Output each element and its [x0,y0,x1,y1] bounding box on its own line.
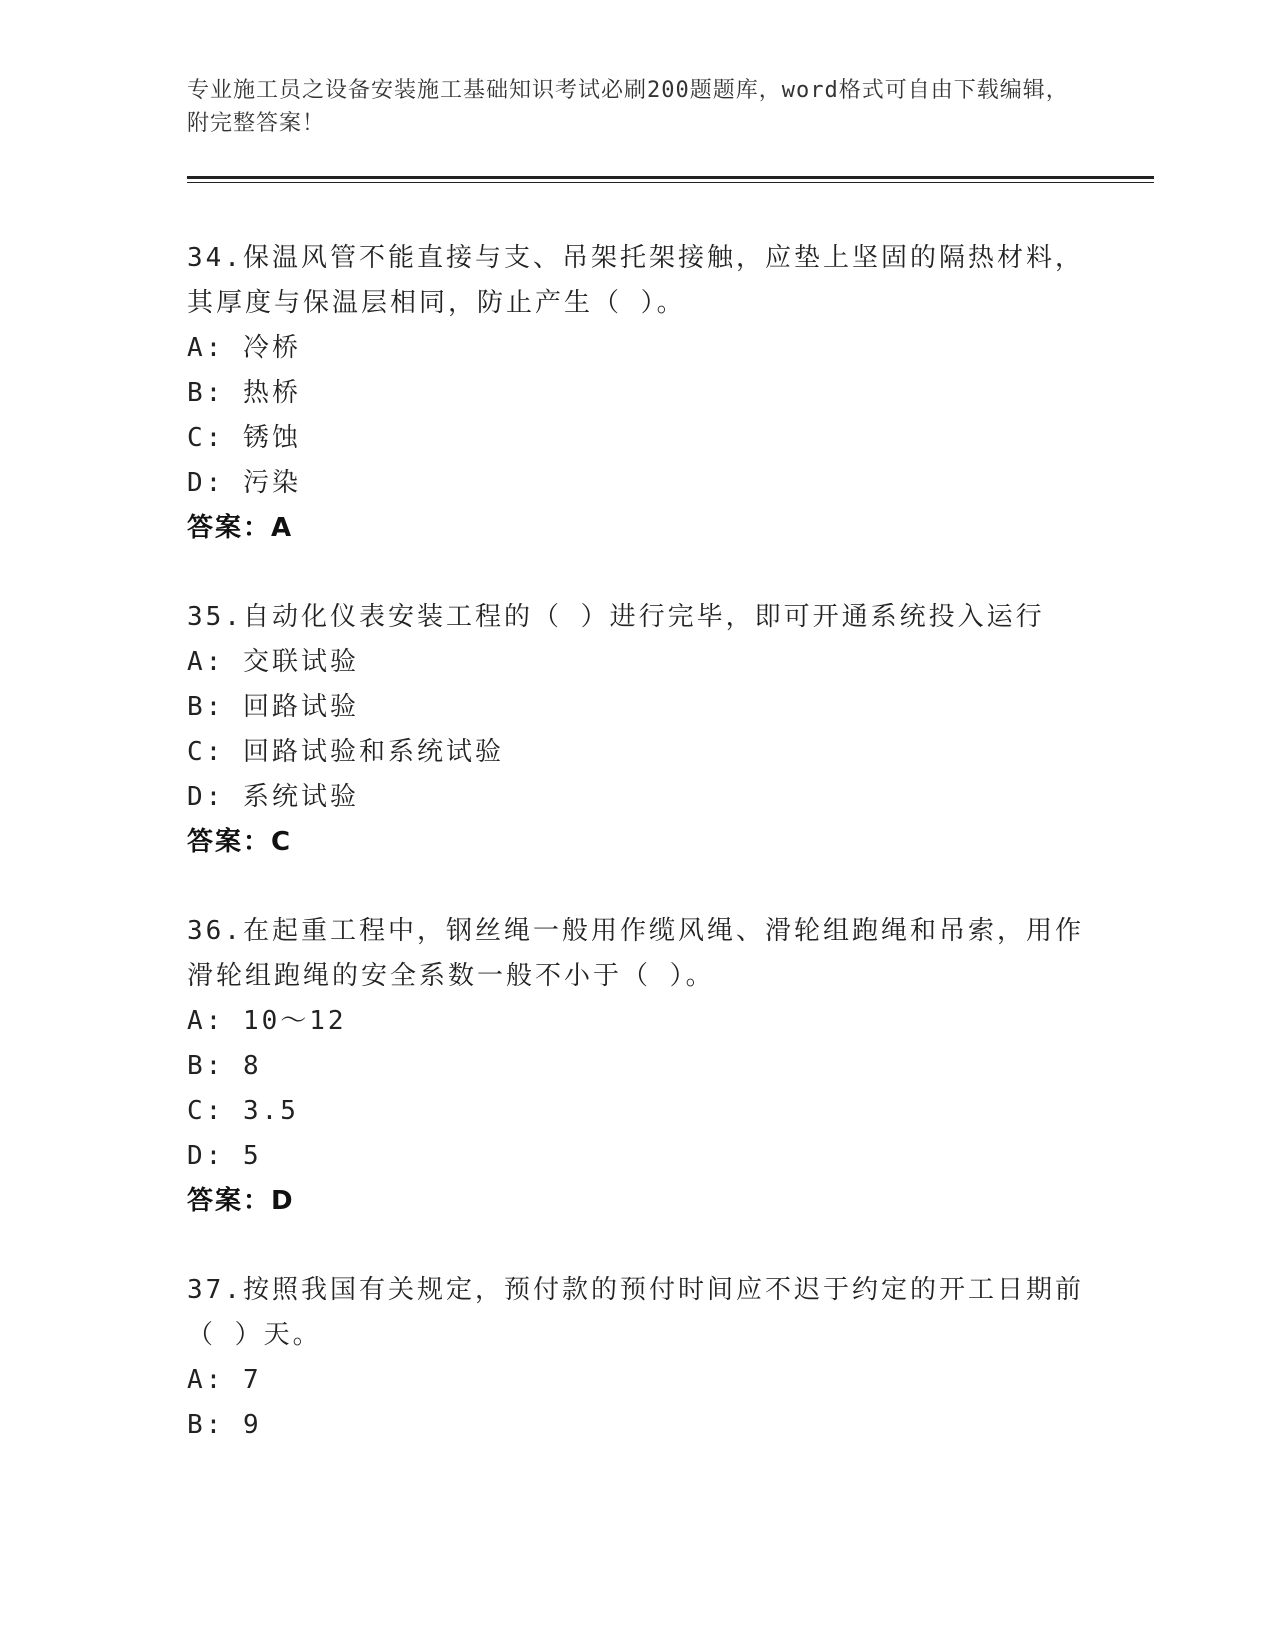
question-text: 36.在起重工程中，钢丝绳一般用作缆风绳、滑轮组跑绳和吊索，用作滑轮组跑绳的安全系数一般不小于（ ）。 [187,916,1084,991]
question-35 [187,595,1087,865]
option-b: B: 9 [187,1410,262,1440]
question-text: 34.保温风管不能直接与支、吊架托架接触，应垫上坚固的隔热材料，其厚度与保温层相同，防止产生（ ）。 [187,243,1084,318]
option-c: C: 回路试验和系统试验 [187,737,504,767]
option-c: C: 3.5 [187,1096,299,1126]
answer-line: 答案：A [187,513,294,543]
question-text: 37.按照我国有关规定，预付款的预付时间应不迟于约定的开工日期前（ ）天。 [187,1275,1084,1350]
option-b: B: 8 [187,1051,262,1081]
header-divider-thin [187,182,1154,183]
option-d: D: 污染 [187,468,301,498]
question-36 [187,909,1087,1224]
option-a: A: 10～12 [187,1006,347,1036]
header-divider-thick [187,176,1154,179]
option-a: A: 冷桥 [187,333,301,363]
question-37 [187,1268,1087,1448]
answer-line: 答案：C [187,827,293,857]
question-list [187,236,1087,1492]
answer-line: 答案：D [187,1186,295,1216]
option-c: C: 锈蚀 [187,423,301,453]
option-b: B: 热桥 [187,378,301,408]
option-d: D: 5 [187,1141,262,1171]
option-a: A: 7 [187,1365,262,1395]
option-a: A: 交联试验 [187,647,359,677]
question-34 [187,236,1087,551]
option-d: D: 系统试验 [187,782,359,812]
document-header: 专业施工员之设备安装施工基础知识考试必刷200题题库，word格式可自由下载编辑，附完整答案！ [187,78,1069,136]
option-b: B: 回路试验 [187,692,359,722]
question-text: 35.自动化仪表安装工程的（ ）进行完毕，即可开通系统投入运行 [187,602,1045,632]
